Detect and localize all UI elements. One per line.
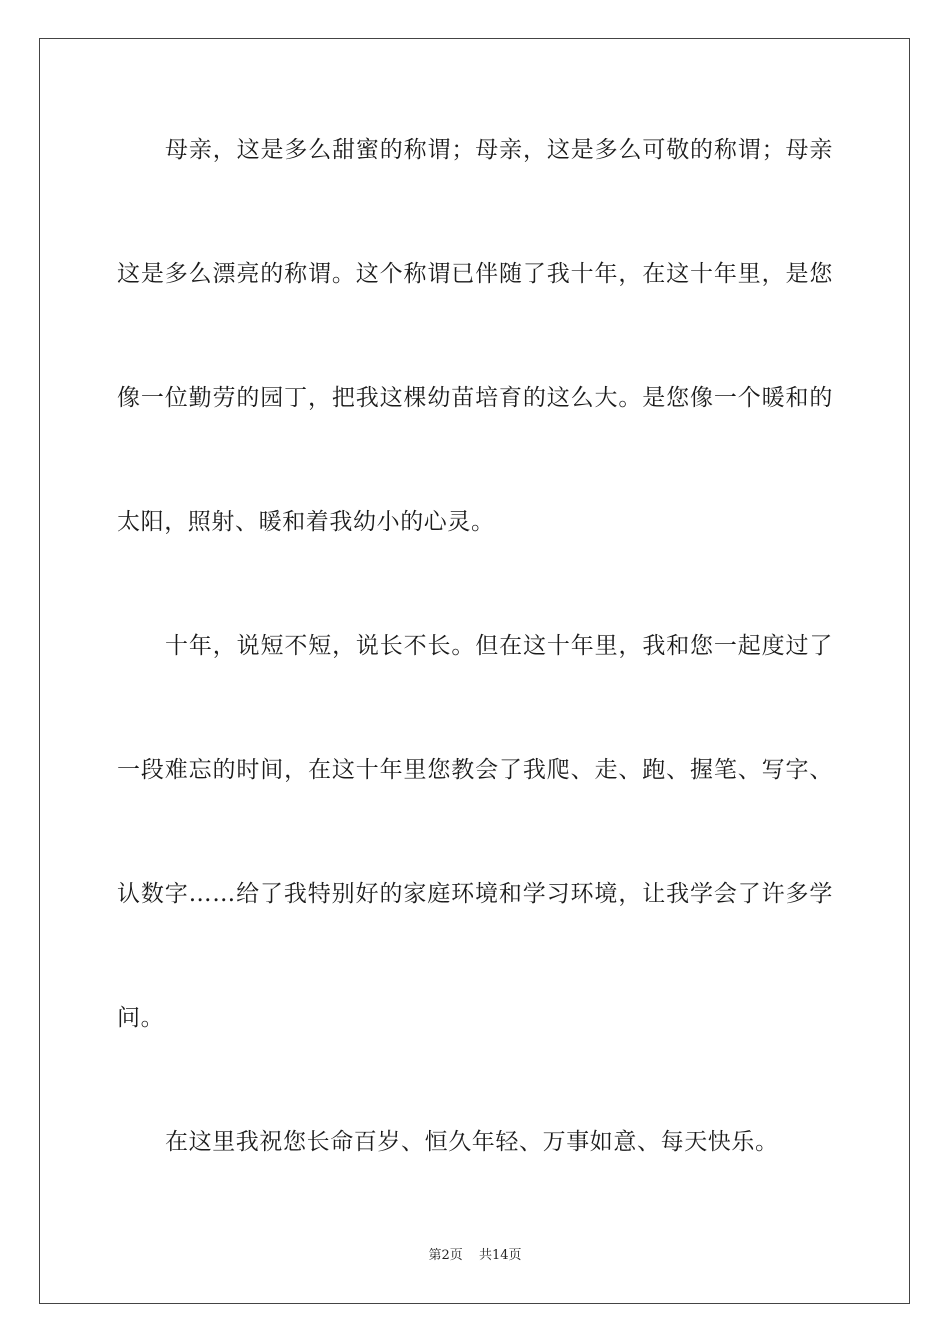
paragraph-line: 像一位勤劳的园丁，把我这棵幼苗培育的这么大。是您像一个暖和的 <box>117 385 833 411</box>
paragraph-line: 一段难忘的时间，在这十年里您教会了我爬、走、跑、握笔、写字、 <box>117 757 833 783</box>
page-footer <box>0 1246 950 1266</box>
page-number-total: 共14页 <box>478 1248 522 1263</box>
page-number-current: 第2页 <box>428 1248 463 1263</box>
paragraph-line: 十年，说短不短，说长不长。但在这十年里，我和您一起度过了 <box>165 633 833 659</box>
paragraph-line: 在这里我祝您长命百岁、恒久年轻、万事如意、每天快乐。 <box>165 1129 779 1155</box>
paragraph-line: 认数字……给了我特别好的家庭环境和学习环境，让我学会了许多学 <box>117 881 833 907</box>
paragraph-line: 母亲，这是多么甜蜜的称谓；母亲，这是多么可敬的称谓；母亲 <box>165 137 833 163</box>
paragraph-line: 问。 <box>117 1005 165 1031</box>
paragraph-line: 这是多么漂亮的称谓。这个称谓已伴随了我十年，在这十年里，是您 <box>117 261 833 287</box>
paragraph-line: 太阳，照射、暖和着我幼小的心灵。 <box>117 509 495 535</box>
page-border <box>39 38 910 1304</box>
